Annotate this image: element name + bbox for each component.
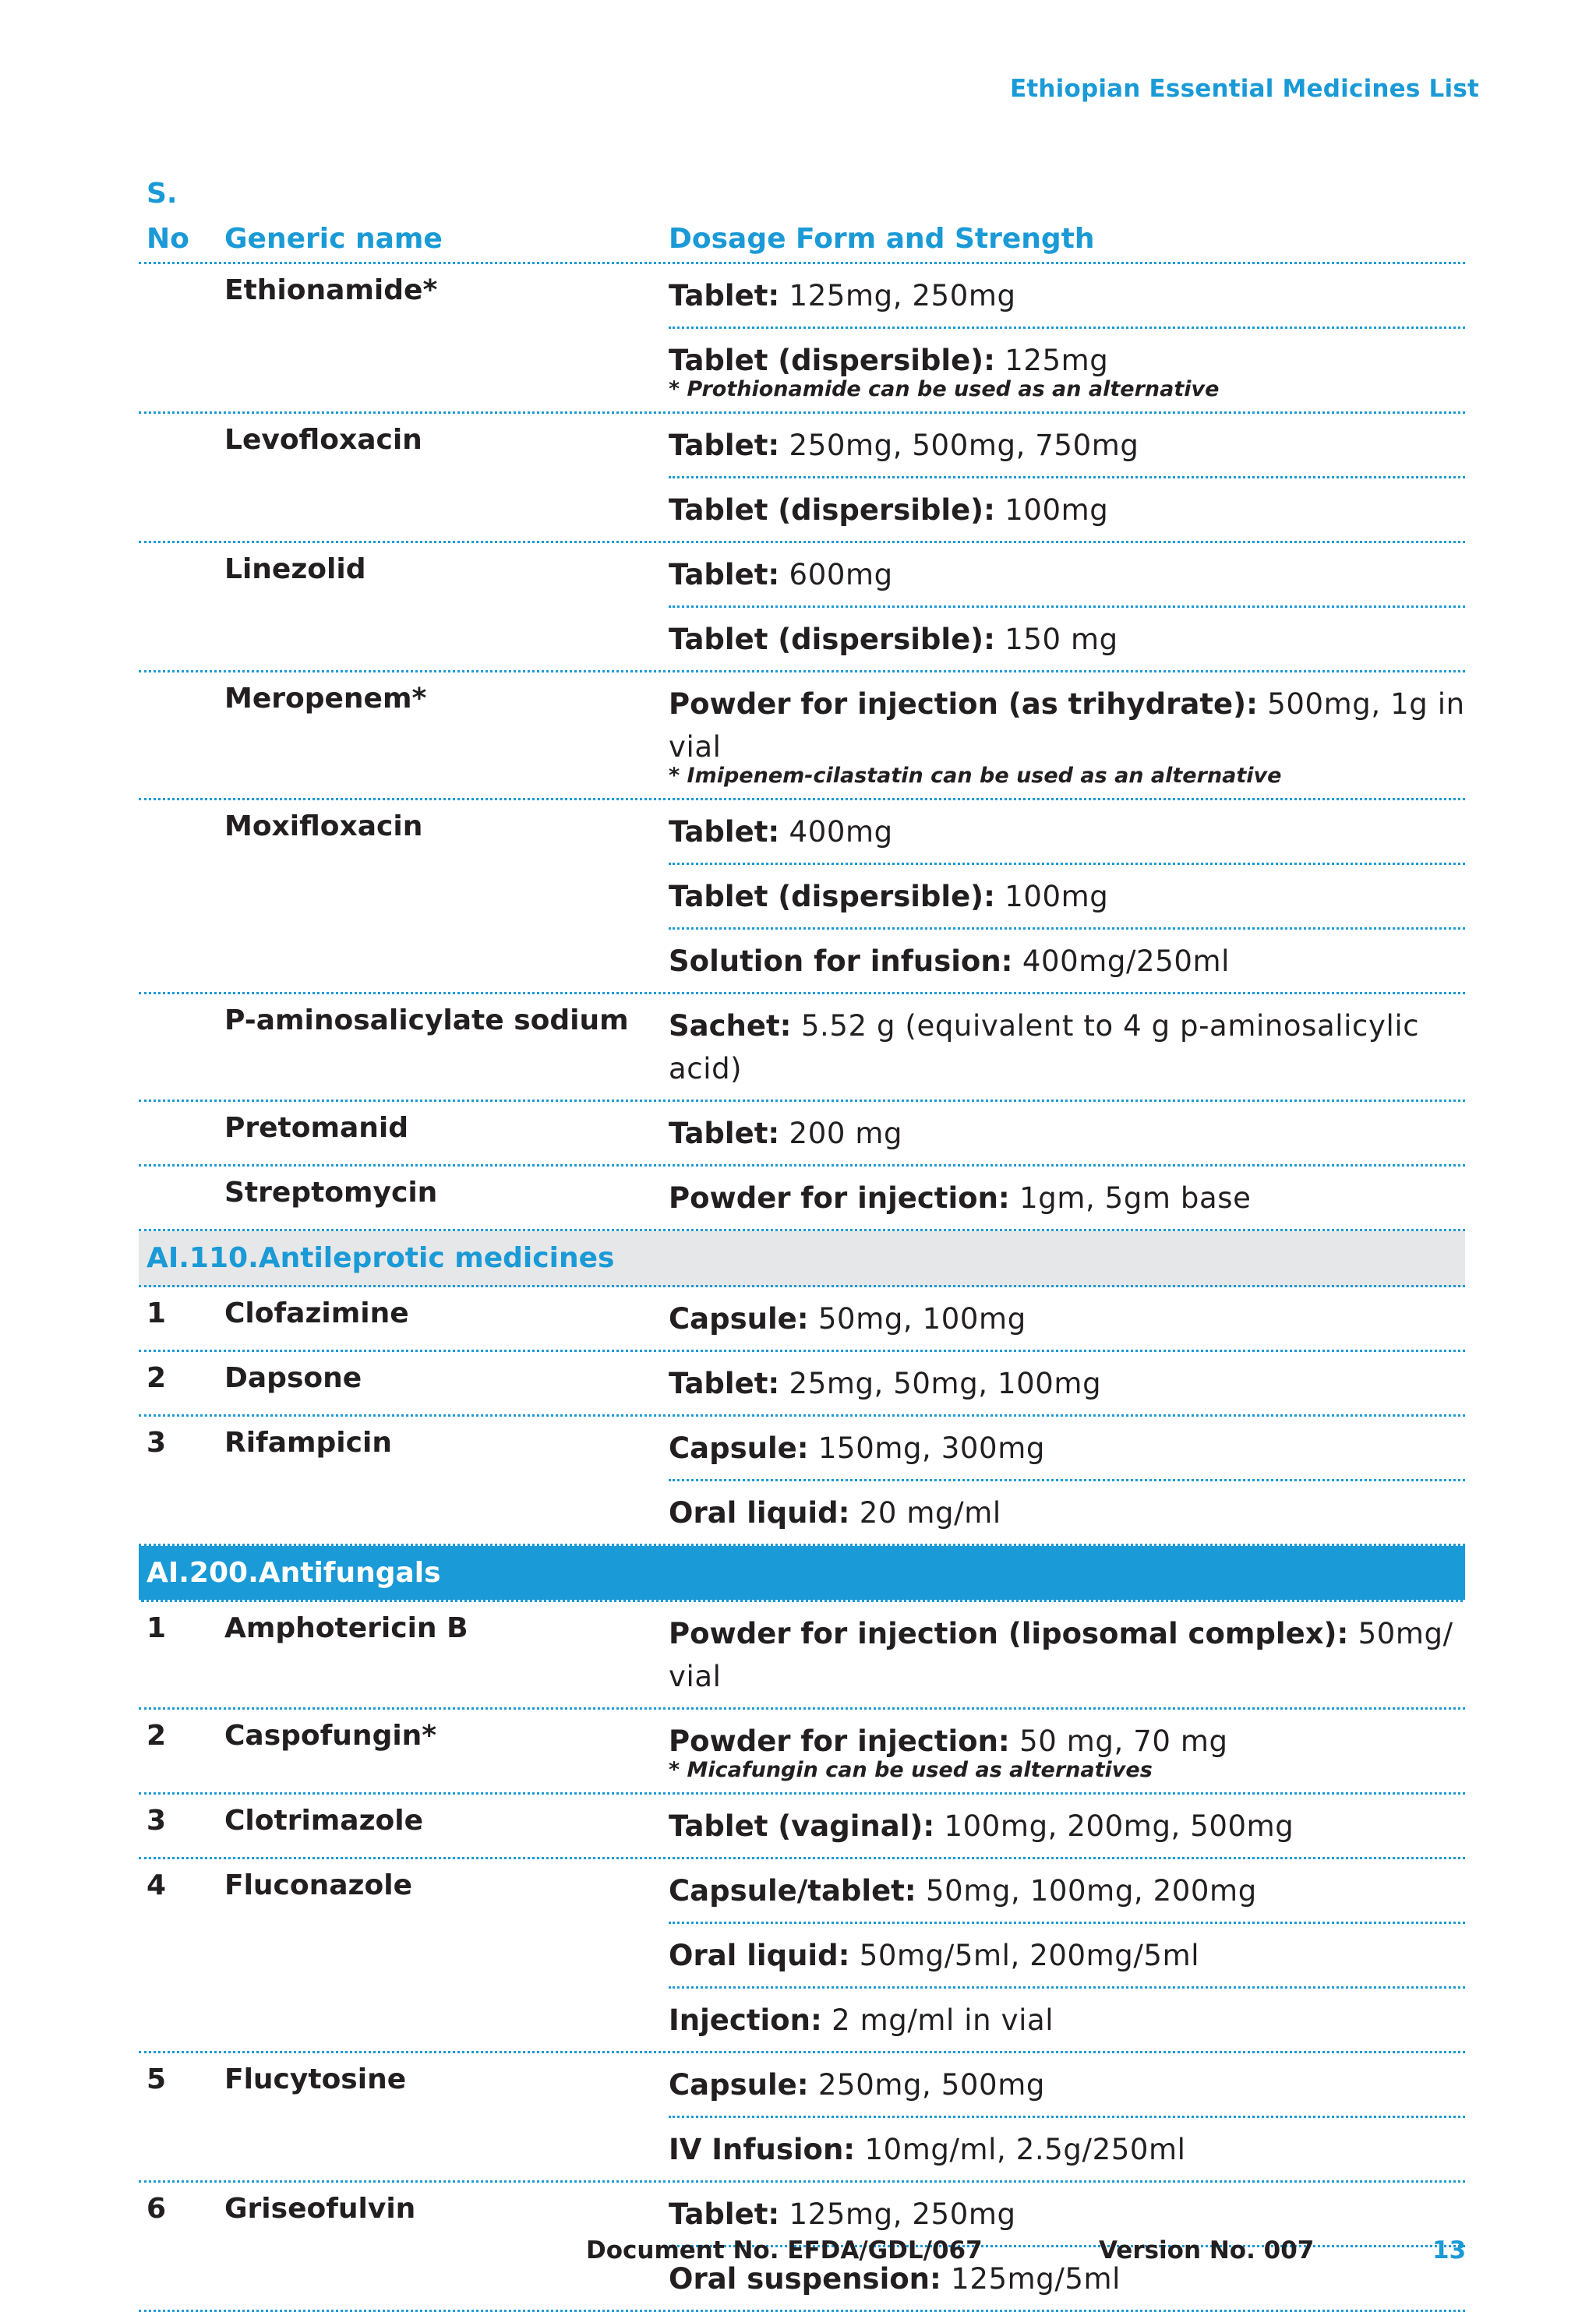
serial-number-cell <box>139 1102 217 1164</box>
dosage-strength: 100mg, 200mg, 500mg <box>934 1809 1294 1843</box>
serial-number-cell <box>139 1167 217 1229</box>
medicine-row <box>139 2053 1465 2183</box>
medicines-table <box>139 178 1465 2312</box>
dosage-strength: 600mg <box>779 558 893 591</box>
serial-number-cell <box>139 800 217 992</box>
table-header <box>139 178 1465 264</box>
dosage-strength: 5.52 g (equivalent to 4 g p-aminosalicylic acid) <box>669 1009 1420 1085</box>
dosage-strength: 250mg, 500mg, 750mg <box>779 429 1139 462</box>
dosage-form-label: IV Infusion: <box>669 2133 856 2166</box>
dosage-forms-cell <box>669 994 1465 1100</box>
footer-version-number: Version No. 007 <box>1099 2236 1315 2264</box>
serial-number-cell <box>139 264 217 411</box>
dosage-strength: 2 mg/ml in vial <box>821 2003 1054 2037</box>
dosage-form-label: Powder for injection (liposomal complex): <box>669 1617 1349 1650</box>
serial-number-cell: 1 <box>147 1297 167 1329</box>
serial-number-cell: 5 <box>147 2063 167 2095</box>
dosage-form-entry <box>669 994 1465 1100</box>
dosage-form-label: Tablet: <box>669 1117 780 1150</box>
dosage-forms-cell <box>669 2053 1465 2180</box>
generic-name-cell: Clofazimine <box>224 1297 409 1329</box>
dosage-strength: 100mg <box>994 880 1109 913</box>
dosage-forms-cell <box>669 1602 1465 1707</box>
dosage-form-entry <box>669 543 1465 608</box>
serial-number-cell: 1 <box>147 1612 167 1644</box>
antifungal-medicines-group <box>139 1602 1465 2312</box>
dosage-form-entry <box>669 865 1465 930</box>
dosage-forms-cell <box>669 1859 1465 2051</box>
dosage-form-entry <box>669 1859 1465 1924</box>
dosage-strength: 50mg/5ml, 200mg/5ml <box>849 1939 1200 1972</box>
generic-name-cell: Rifampicin <box>224 1427 392 1459</box>
dosage-form-label: Powder for injection: <box>669 1181 1010 1215</box>
dosage-strength: 50mg, 100mg, 200mg <box>916 1874 1257 1908</box>
dosage-form-label: Tablet: <box>669 815 780 849</box>
dosage-strength: 250mg, 500mg <box>808 2068 1045 2102</box>
dosage-form-entry <box>669 1710 1465 1792</box>
generic-name-cell: Griseofulvin <box>224 2193 416 2225</box>
dosage-forms-cell <box>669 800 1465 992</box>
medicine-row <box>139 1710 1465 1795</box>
generic-name-cell: Caspofungin* <box>224 1720 437 1752</box>
dosage-strength: 25mg, 50mg, 100mg <box>779 1367 1102 1400</box>
dosage-form-entry <box>669 329 1465 411</box>
header-dosage-form: Dosage Form and Strength <box>669 223 1095 255</box>
generic-name-cell: Levofloxacin <box>224 424 422 456</box>
dosage-strength: 150mg, 300mg <box>808 1431 1045 1465</box>
dosage-form-label: Tablet (dispersible): <box>669 623 995 656</box>
dosage-strength: 400mg <box>779 815 893 849</box>
dosage-strength: 125mg, 250mg <box>779 2197 1016 2231</box>
dosage-strength: 50mg, 100mg <box>808 1302 1026 1336</box>
dosage-form-entry <box>669 478 1465 541</box>
dosage-form-label: Capsule: <box>669 1302 809 1336</box>
serial-number-cell: 4 <box>147 1869 167 1901</box>
dosage-form-entry <box>669 800 1465 865</box>
medicine-row <box>139 1102 1465 1167</box>
medicine-row <box>139 800 1465 994</box>
dosage-forms-cell <box>669 1352 1465 1414</box>
dosage-forms-cell <box>669 264 1465 411</box>
dosage-form-label: Tablet: <box>669 558 780 591</box>
dosage-forms-cell <box>669 1287 1465 1350</box>
medicine-row <box>139 1602 1465 1710</box>
dosage-form-entry <box>669 2053 1465 2118</box>
serial-number-cell: 6 <box>147 2193 167 2225</box>
medicine-row <box>139 1167 1465 1231</box>
serial-number-cell <box>139 414 217 541</box>
serial-number-cell <box>139 994 217 1100</box>
generic-name-cell: Dapsone <box>224 1362 362 1394</box>
dosage-strength: 50 mg, 70 mg <box>1009 1724 1228 1758</box>
serial-number-cell: 2 <box>147 1720 167 1752</box>
serial-number-cell: 2 <box>147 1362 167 1394</box>
dosage-strength: 125mg/5ml <box>941 2262 1121 2296</box>
category-row-antileprotic: AI.110.Antileprotic medicines <box>139 1231 1465 1287</box>
dosage-strength: 20 mg/ml <box>849 1496 1001 1530</box>
alternative-note: * Micafungin can be used as alternatives <box>669 1758 1153 1782</box>
dosage-forms-cell <box>669 1417 1465 1544</box>
dosage-strength: 200 mg <box>779 1117 903 1150</box>
medicine-row <box>139 1287 1465 1352</box>
dosage-strength: 150 mg <box>994 623 1118 656</box>
generic-name-cell: Fluconazole <box>224 1869 412 1901</box>
generic-name-cell: P-aminosalicylate sodium <box>224 1004 629 1036</box>
generic-name-cell: Pretomanid <box>224 1112 409 1144</box>
dosage-form-entry <box>669 264 1465 329</box>
serial-number-cell <box>139 672 217 798</box>
category-row-antifungals: AI.200.Antifungals <box>139 1546 1465 1602</box>
dosage-form-entry <box>669 608 1465 670</box>
serial-number-cell: 3 <box>147 1805 167 1837</box>
dosage-form-label: Tablet (vaginal): <box>669 1809 935 1843</box>
antileprotic-medicines-group <box>139 1287 1465 1546</box>
medicine-row <box>139 1795 1465 1859</box>
dosage-form-label: Tablet (dispersible): <box>669 880 995 913</box>
generic-name-cell: Flucytosine <box>224 2063 407 2095</box>
dosage-form-entry <box>669 1352 1465 1414</box>
dosage-forms-cell <box>669 672 1465 798</box>
dosage-form-entry <box>669 1287 1465 1350</box>
dosage-strength: 500mg, 1g in vial <box>669 687 1465 764</box>
footer-page-number: 13 <box>1432 2236 1467 2264</box>
dosage-form-label: Tablet: <box>669 2197 780 2231</box>
dosage-form-entry <box>669 1924 1465 1989</box>
dosage-form-label: Oral liquid: <box>669 1939 850 1972</box>
medicine-row <box>139 1417 1465 1546</box>
dosage-forms-cell <box>669 1795 1465 1857</box>
medicine-row <box>139 414 1465 543</box>
generic-name-cell: Meropenem* <box>224 683 427 715</box>
generic-name-cell: Amphotericin B <box>224 1612 468 1644</box>
dosage-forms-cell <box>669 1102 1465 1164</box>
dosage-form-label: Injection: <box>669 2003 822 2037</box>
dosage-strength: 400mg/250ml <box>1012 944 1231 978</box>
dosage-form-label: Capsule: <box>669 2068 809 2102</box>
medicine-row <box>139 264 1465 414</box>
dosage-strength: 125mg, 250mg <box>779 279 1016 312</box>
dosage-strength: 50mg/ vial <box>669 1617 1453 1693</box>
dosage-form-label: Oral liquid: <box>669 1496 850 1530</box>
dosage-form-entry <box>669 2118 1465 2180</box>
dosage-form-label: Tablet: <box>669 429 780 462</box>
dosage-form-entry <box>669 930 1465 992</box>
header-generic-name: Generic name <box>224 223 443 255</box>
medicine-row <box>139 1859 1465 2053</box>
medicine-row <box>139 672 1465 800</box>
tb-medicines-group <box>139 264 1465 1231</box>
dosage-form-label: Tablet (dispersible): <box>669 493 995 527</box>
dosage-form-entry <box>669 1602 1465 1707</box>
dosage-form-entry <box>669 1167 1465 1229</box>
dosage-form-entry <box>669 1989 1465 2051</box>
dosage-forms-cell <box>669 1710 1465 1792</box>
alternative-note: * Imipenem-cilastatin can be used as an alternative <box>669 764 1282 788</box>
generic-name-cell: Streptomycin <box>224 1177 438 1209</box>
footer-document-number: Document No. EFDA/GDL/067 <box>586 2236 983 2264</box>
header-sno-line2: No <box>147 223 189 255</box>
serial-number-cell <box>139 543 217 670</box>
dosage-form-label: Tablet: <box>669 1367 780 1400</box>
dosage-form-entry <box>669 672 1465 798</box>
generic-name-cell: Clotrimazole <box>224 1805 424 1837</box>
generic-name-cell: Moxifloxacin <box>224 810 423 842</box>
dosage-form-entry <box>669 1417 1465 1481</box>
dosage-forms-cell <box>669 1167 1465 1229</box>
dosage-form-label: Tablet (dispersible): <box>669 344 995 377</box>
document-title: Ethiopian Essential Medicines List <box>1009 75 1479 103</box>
dosage-form-entry <box>669 414 1465 478</box>
dosage-strength: 10mg/ml, 2.5g/250ml <box>855 2133 1186 2166</box>
medicine-row <box>139 994 1465 1102</box>
dosage-strength: 125mg <box>994 344 1109 377</box>
dosage-forms-cell <box>669 543 1465 670</box>
medicine-row <box>139 1352 1465 1417</box>
generic-name-cell: Linezolid <box>224 553 366 585</box>
serial-number-cell: 3 <box>147 1427 167 1459</box>
dosage-form-label: Capsule: <box>669 1431 809 1465</box>
dosage-form-entry <box>669 1481 1465 1544</box>
dosage-form-label: Capsule/tablet: <box>669 1874 916 1908</box>
dosage-form-entry <box>669 1102 1465 1164</box>
dosage-forms-cell <box>669 414 1465 541</box>
dosage-form-label: Oral suspension: <box>669 2262 941 2296</box>
dosage-form-label: Powder for injection: <box>669 1724 1010 1758</box>
dosage-form-entry <box>669 1795 1465 1857</box>
header-sno-line1: S. <box>147 178 178 210</box>
alternative-note: * Prothionamide can be used as an alternative <box>669 377 1220 401</box>
dosage-form-label: Tablet: <box>669 279 780 312</box>
medicine-row <box>139 543 1465 672</box>
dosage-form-label: Powder for injection (as trihydrate): <box>669 687 1258 721</box>
dosage-form-label: Sachet: <box>669 1009 792 1043</box>
dosage-strength: 1gm, 5gm base <box>1009 1181 1252 1215</box>
dosage-form-label: Solution for infusion: <box>669 944 1013 978</box>
dosage-strength: 100mg <box>994 493 1109 527</box>
generic-name-cell: Ethionamide* <box>224 274 438 306</box>
